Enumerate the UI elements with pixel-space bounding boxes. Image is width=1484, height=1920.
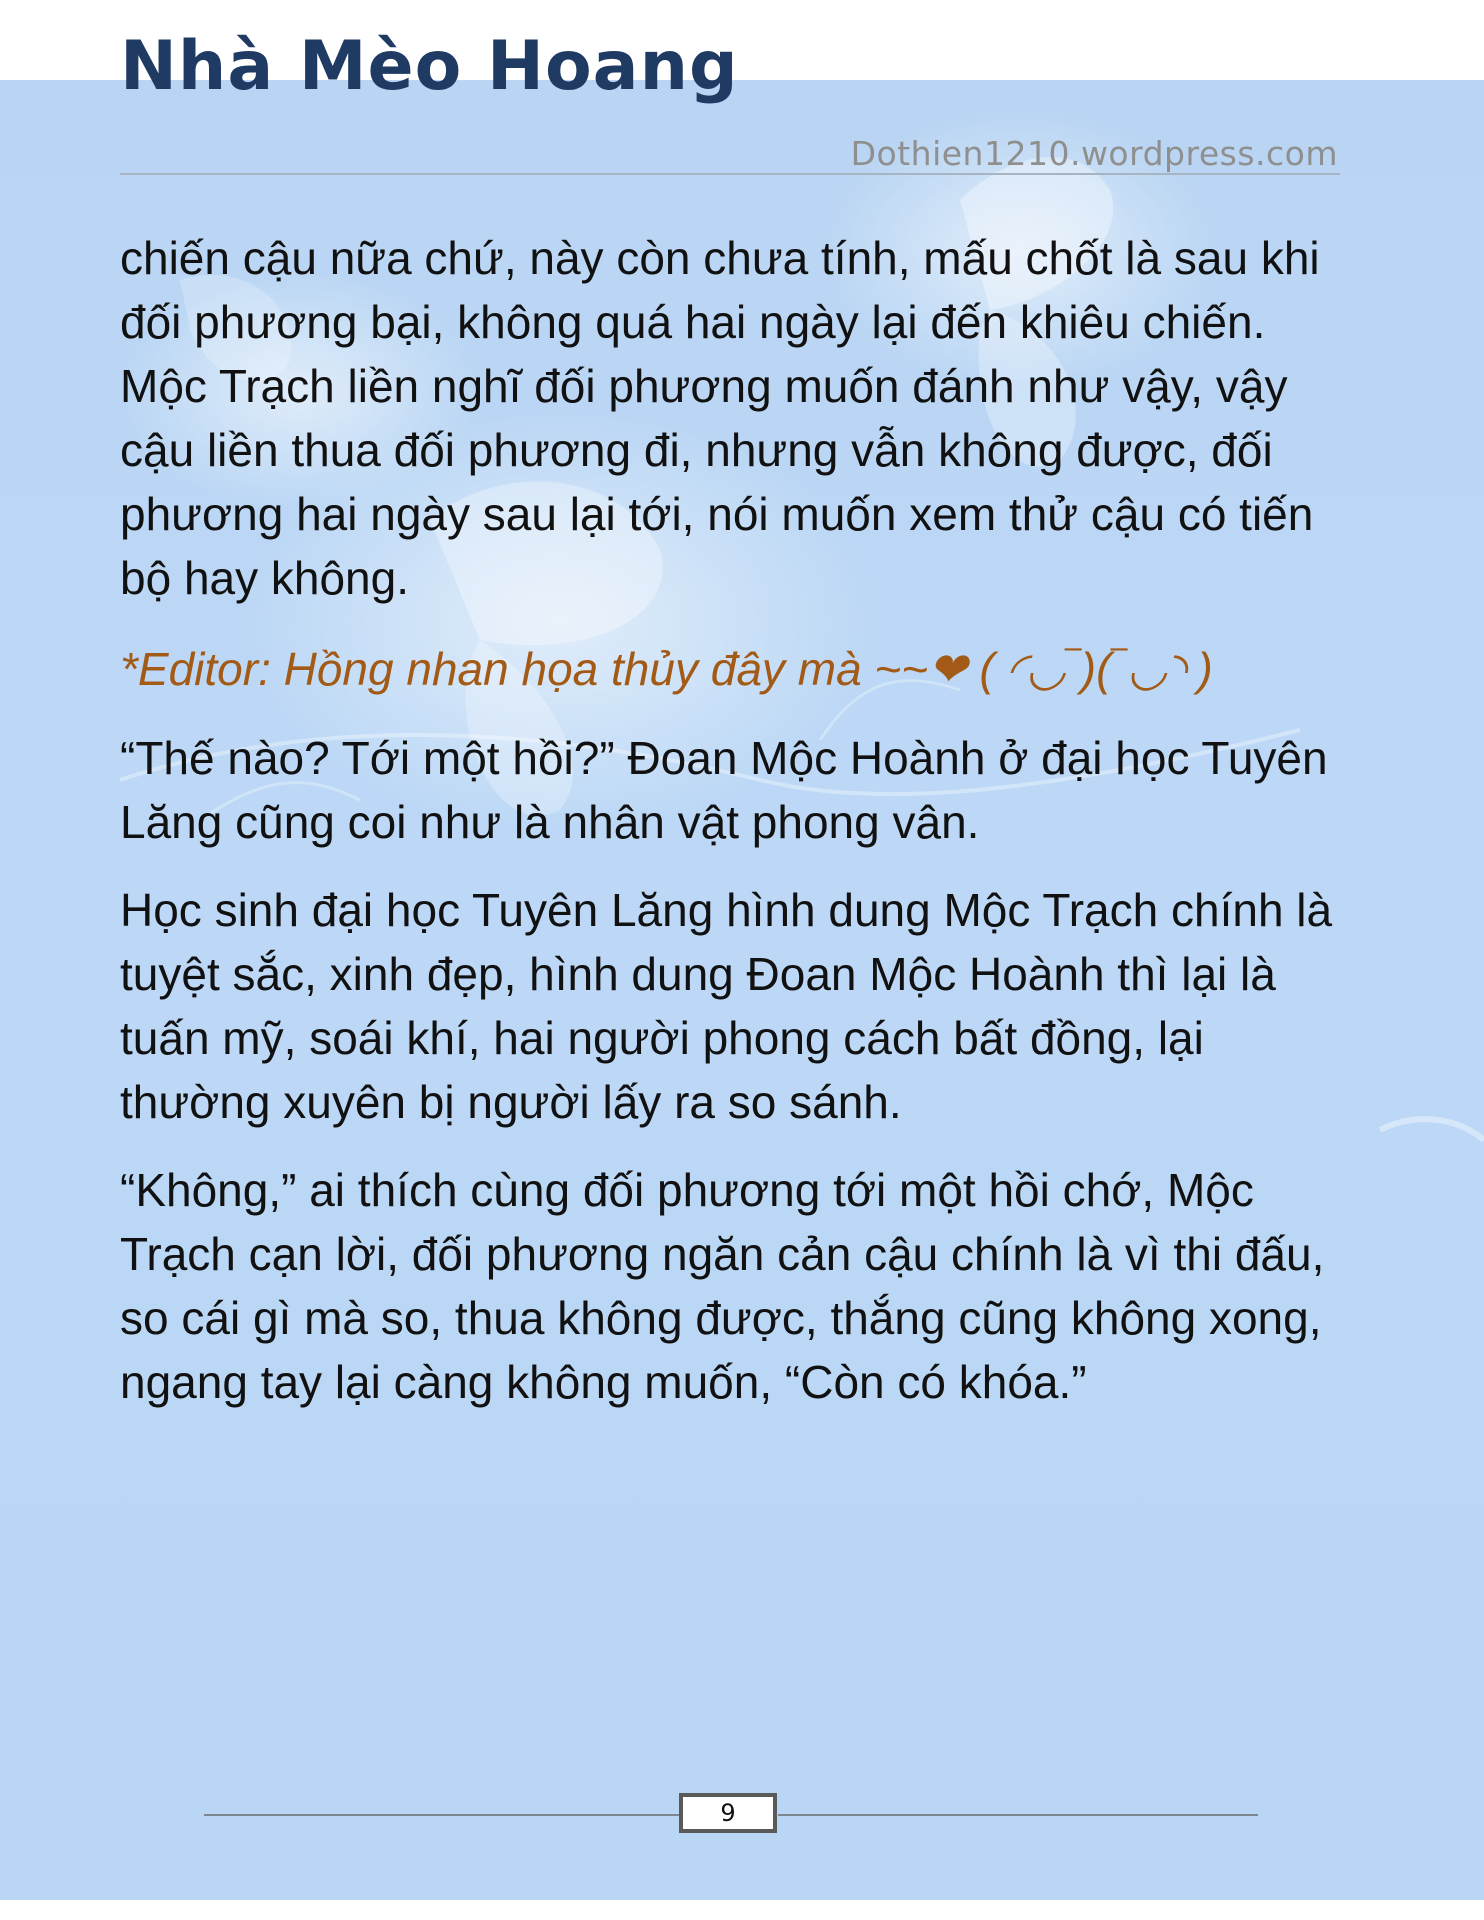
footer-divider-left [204,1814,680,1816]
paragraph: “Thế nào? Tới một hồi?” Đoan Mộc Hoành ở đại học Tuyên Lăng cũng coi như là nhân vật phong vân. [120,732,1328,848]
paragraph: Học sinh đại học Tuyên Lăng hình dung Mộc Trạch chính là tuyệt sắc, xinh đẹp, hình dung Đoan Mộc Hoành thì lại là tuấn mỹ, soái khí, hai người phong cách bất đồng, lại thường xuyên bị người lấy ra so sánh. [120,884,1333,1128]
paragraph: “Không,” ai thích cùng đối phương tới một hồi chớ, Mộc Trạch cạn lời, đối phương ngăn cản cậu chính là vì thi đấu, so cái gì mà so, thua không được, thắng cũng không xong, ngang tay lại càng không muốn, “Còn có khóa.” [120,1164,1325,1408]
page-number: 9 [679,1793,777,1833]
footer-divider-right [778,1814,1258,1816]
paragraph: chiến cậu nữa chứ, này còn chưa tính, mấu chốt là sau khi đối phương bại, không quá hai ngày lại đến khiêu chiến. Mộc Trạch liền nghĩ đối phương muốn đánh như vậy, vậy cậu liền thua đối phương đi, nhưng vẫn không được, đối phương hai ngày sau lại tới, nói muốn xem thử cậu có tiến bộ hay không. [120,232,1320,604]
editor-note: *Editor: Hồng nhan họa thủy đây mà ~~❤ ( ◜◡‾)(‾◡◝ ) [120,643,1213,695]
story-content [120,226,1350,1438]
header-divider [120,173,1340,175]
book-title: Nhà Mèo Hoang [120,27,739,106]
site-url[interactable]: Dothien1210.wordpress.com [850,134,1338,173]
